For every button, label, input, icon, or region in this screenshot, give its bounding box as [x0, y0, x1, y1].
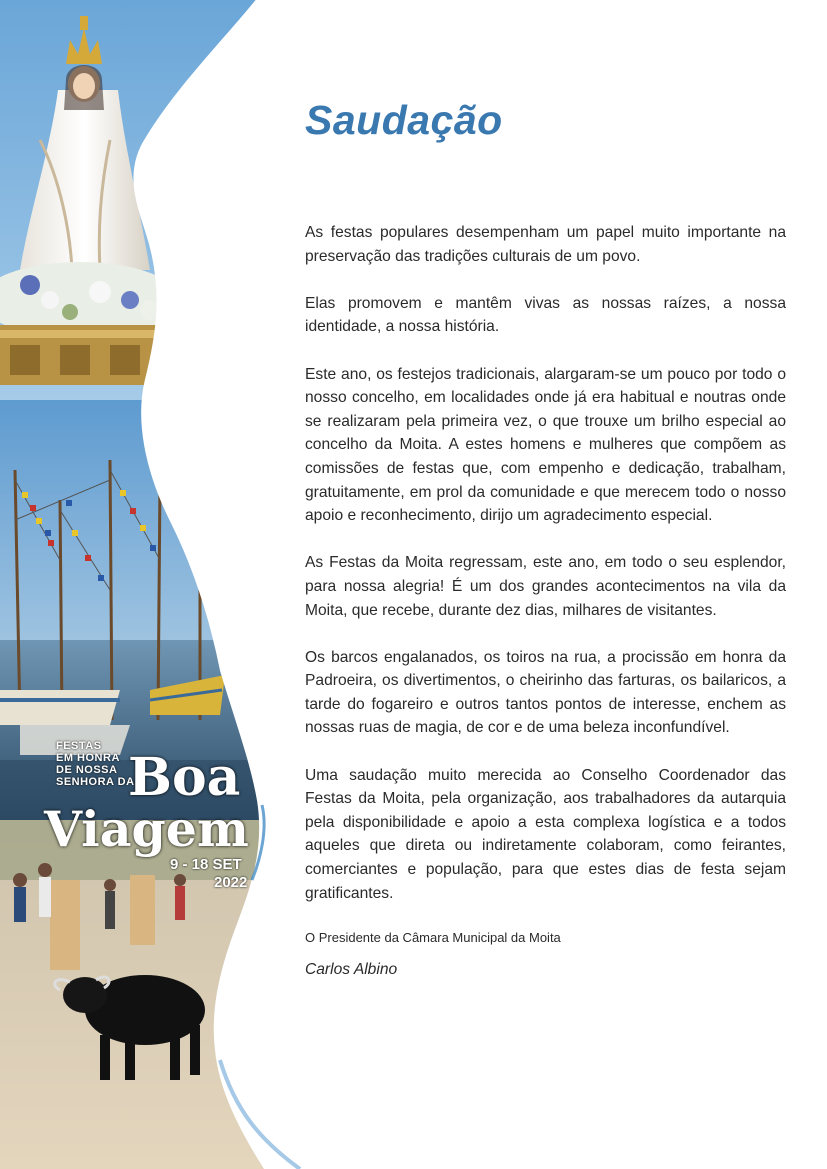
festival-logo: [38, 740, 268, 900]
paragraph-6: Uma saudação muito merecida ao Conselho Coordenador das Festas da Moita, pela organização, aos trabalhadores da autarquia pela disponibilidade e apoio a esta complexa logística e a todos aqueles que direta ou indiretamente colaboram, como feirantes, comerciantes e população, para que estes dias de festa sejam gratificantes.: [305, 766, 786, 902]
logo-line-em-honra: EM HONRA: [56, 752, 120, 764]
paragraph-2: Elas promovem e mantêm vivas as nossas raízes, a nossa identidade, a nossa história.: [305, 294, 786, 336]
signoff-title: O Presidente da Câmara Municipal da Moita: [305, 930, 561, 946]
logo-line-de-nossa: [56, 764, 135, 776]
logo-line-senhora: SENHORA DA: [56, 776, 135, 788]
paragraph-3: Este ano, os festejos tradicionais, alargaram-se um pouco por todo o nosso concelho, em localidades onde já era habitual e noutras onde se realizaram pela primeira vez, o que trouxe um brilho especial ao concelho da Moita. A estes homens e mulheres que compõem as comissões de festas que, com empenho e dedicação, trabalham, gratuitamente, em prol da comunidade e que merecem todo o nosso apoio e reconhecimento, dirijo um agradecimento especial.: [305, 365, 786, 525]
logo-nossa: NOSSA: [75, 764, 118, 776]
logo-dates: 9 - 18 SET: [170, 856, 242, 873]
logo-de: DE: [56, 764, 76, 776]
logo-word-viagem: Viagem: [44, 800, 249, 858]
paragraph-5: Os barcos engalanados, os toiros na rua, a procissão em honra da Padroeira, os divertimentos, o cheirinho das farturas, os bailaricos, a tarde do fogareiro e outros tantos pontos de interesse, enchem as nossas ruas de magia, de cor e de uma beleza inconfundível.: [305, 648, 786, 737]
greeting-text-column: [305, 92, 786, 981]
logo-line-festas: FESTAS: [56, 740, 102, 752]
paragraph-4: As Festas da Moita regressam, este ano, em todo o seu esplendor, para nossa alegria! É um dos grandes acontecimentos na vila da Moita, que recebe, durante dez dias, milhares de visitantes.: [305, 554, 786, 619]
signature-name: Carlos Albino: [305, 961, 398, 979]
logo-year: 2022: [214, 874, 248, 891]
paragraph-1: As festas populares desempenham um papel muito importante na preservação das tradições culturais de um povo.: [305, 224, 786, 265]
page-title: Saudação: [305, 97, 503, 143]
logo-word-boa: Boa: [128, 747, 241, 808]
